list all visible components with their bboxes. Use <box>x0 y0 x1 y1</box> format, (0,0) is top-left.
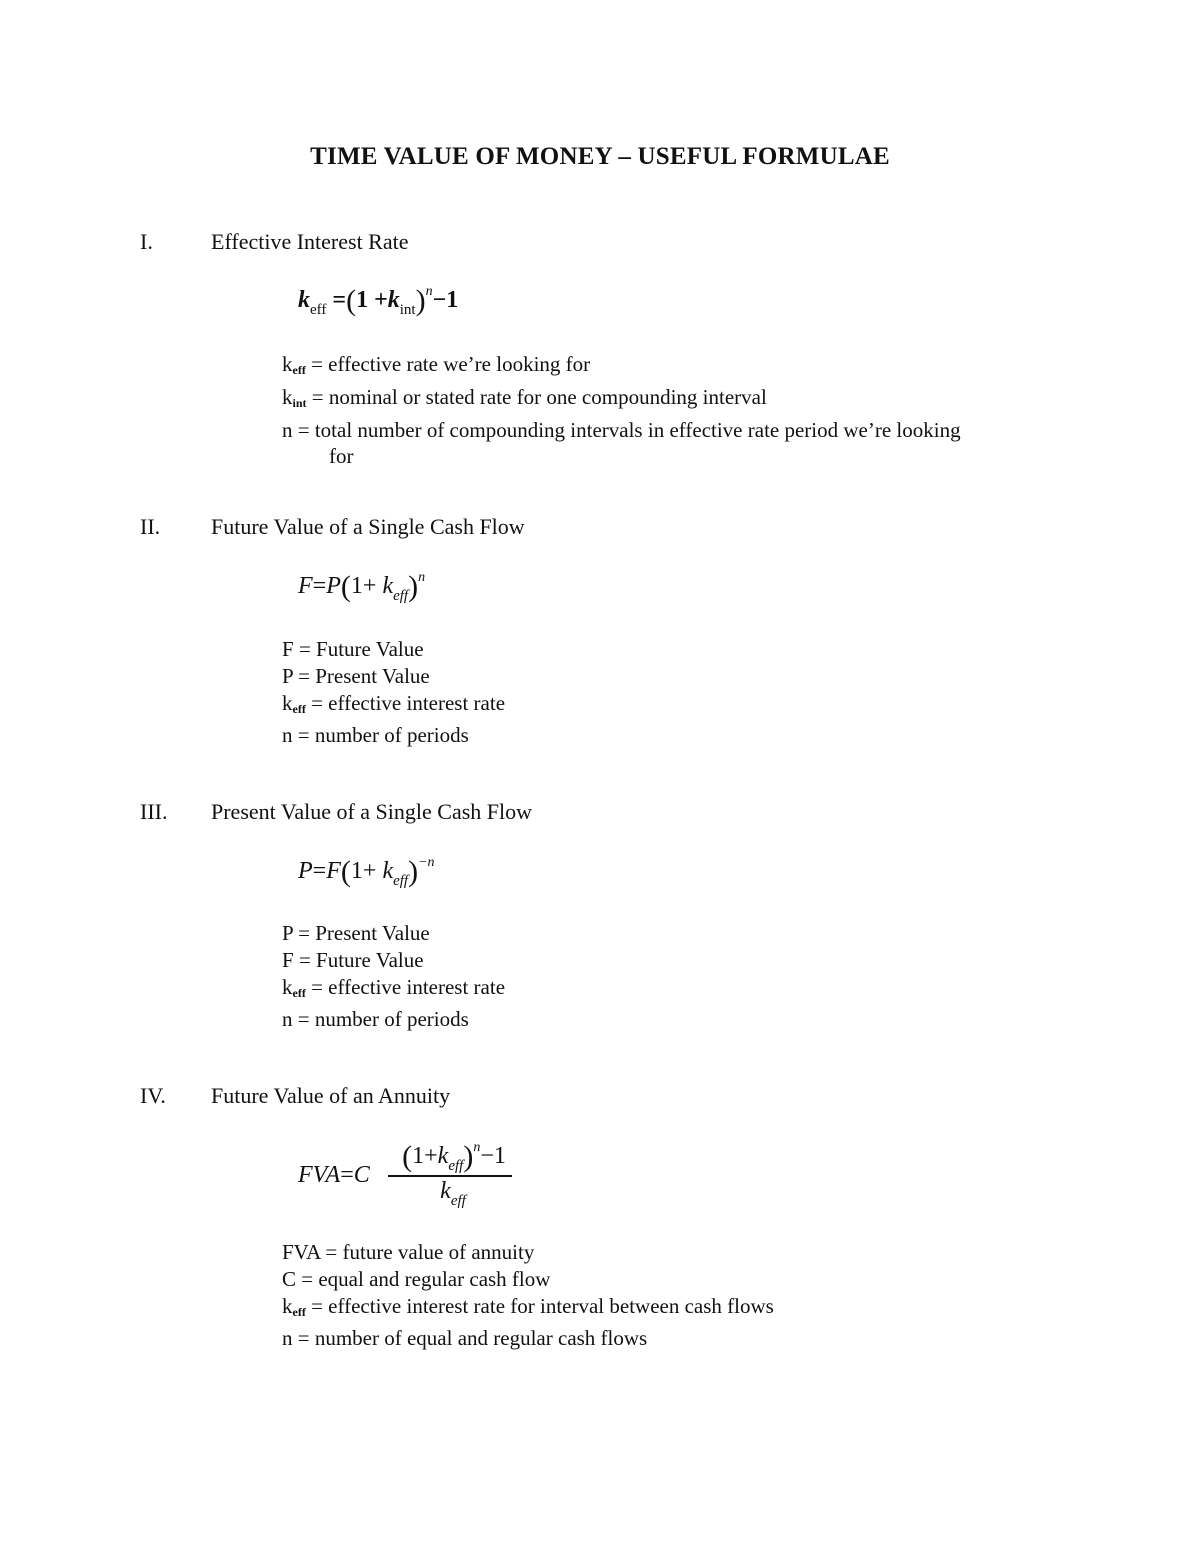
formula-exponent: n <box>473 1140 481 1155</box>
formula-subscript: int <box>399 302 416 318</box>
def-text: = Future Value <box>293 637 424 661</box>
formula-subscript: eff <box>393 588 409 604</box>
def-text: = number of equal and regular cash flows <box>292 1326 648 1351</box>
definition-row <box>282 722 505 749</box>
page-title: TIME VALUE OF MONEY – USEFUL FORMULAE <box>310 143 890 170</box>
def-text: = effective rate we’re looking for <box>305 352 591 376</box>
definition-row <box>282 690 505 723</box>
formula-operator: = <box>340 1162 354 1188</box>
formula-symbol: F <box>326 858 341 884</box>
formula-operator: + <box>374 287 388 313</box>
def-symbol: F <box>282 947 294 972</box>
formula-symbol: k <box>298 287 310 313</box>
definition-row <box>282 974 505 1007</box>
formula-subscript: eff <box>448 1158 464 1174</box>
section-1-numeral: I. <box>140 229 153 254</box>
fraction-bar <box>388 1175 512 1177</box>
formula-paren: ) <box>415 284 426 317</box>
formula-paren: ( <box>340 855 351 888</box>
future-value-formula <box>298 570 425 605</box>
def-symbol: C <box>282 1266 297 1291</box>
definitions-list <box>282 1239 774 1352</box>
def-text: = nominal or stated rate for one compounding interval <box>306 384 767 409</box>
section-3-numeral: III. <box>140 799 168 824</box>
definitions-list <box>282 636 505 749</box>
def-symbol: k <box>282 352 293 376</box>
section-2-heading: Future Value of a Single Cash Flow <box>211 514 525 539</box>
def-text: = effective interest rate <box>305 974 506 999</box>
definition-row <box>282 1006 505 1033</box>
section-1-heading: Effective Interest Rate <box>211 229 409 254</box>
def-text: = Present Value <box>292 663 430 688</box>
definition-row <box>282 1325 774 1352</box>
effective-rate-formula <box>298 284 458 319</box>
def-subscript: eff <box>292 363 306 377</box>
formula-paren: ( <box>346 284 357 317</box>
formula-symbol: P <box>298 858 313 884</box>
formula-exponent: −n <box>418 855 435 870</box>
def-symbol: n <box>282 1326 293 1351</box>
formula-paren: ( <box>340 570 351 603</box>
def-subscript: eff <box>292 985 306 1000</box>
formula-paren: ) <box>408 570 419 603</box>
def-symbol: n <box>282 417 293 442</box>
formula-subscript: eff <box>310 302 327 318</box>
section-3-heading: Present Value of a Single Cash Flow <box>211 799 533 824</box>
formula-exponent: n <box>418 570 426 585</box>
def-symbol: FVA <box>282 1240 321 1264</box>
definitions-list <box>282 920 505 1033</box>
def-subscript: int <box>292 395 307 410</box>
def-text: = equal and regular cash flow <box>296 1266 551 1291</box>
def-text: = number of periods <box>292 723 469 748</box>
def-text: = Future Value <box>293 947 424 972</box>
section-4-heading: Future Value of an Annuity <box>211 1083 451 1108</box>
formula-symbol: k <box>440 1178 451 1204</box>
def-symbol: k <box>282 384 293 409</box>
def-symbol: n <box>282 1007 293 1032</box>
formula-constant: 1+ <box>350 573 377 599</box>
def-text: = total number of compounding intervals in effective rate period we’re looking <box>292 417 961 442</box>
definition-row <box>282 636 505 663</box>
formula-lhs <box>298 1162 370 1189</box>
def-text: = number of periods <box>292 1007 469 1032</box>
section-4-numeral: IV. <box>140 1083 166 1108</box>
formula-paren: ( <box>402 1140 413 1173</box>
definition-row <box>282 1239 774 1266</box>
def-symbol: k <box>282 1293 293 1318</box>
definition-row <box>282 947 505 974</box>
formula-subscript: eff <box>450 1193 466 1209</box>
present-value-formula <box>298 855 435 890</box>
formula-exponent: n <box>425 284 433 299</box>
formula-symbol: P <box>326 573 341 599</box>
def-subscript: eff <box>292 1304 306 1319</box>
formula-symbol: k <box>437 1143 449 1169</box>
definition-row <box>282 663 505 690</box>
formula-symbol: C <box>353 1162 370 1188</box>
formula-symbol: k <box>387 287 400 313</box>
def-symbol: n <box>282 723 293 748</box>
formula-symbol: F <box>298 573 313 599</box>
definition-continuation: for <box>329 444 354 469</box>
definitions-list <box>282 351 961 470</box>
definition-row <box>282 417 961 444</box>
formula-operator: = <box>312 858 327 884</box>
formula-paren: ) <box>408 855 419 888</box>
formula-constant: 1 <box>356 287 369 313</box>
formula-tail: −1 <box>480 1143 506 1169</box>
def-text: = future value of annuity <box>320 1240 535 1264</box>
fraction-denominator <box>388 1178 518 1210</box>
formula-operator: = <box>312 573 327 599</box>
formula-symbol: k <box>382 858 394 884</box>
definition-row <box>282 351 961 384</box>
definition-row <box>282 384 961 417</box>
formula-subscript: eff <box>393 873 409 889</box>
formula-constant: 1+ <box>412 1143 438 1169</box>
definition-row <box>282 1266 774 1293</box>
formula-constant: 1+ <box>350 858 377 884</box>
def-symbol: k <box>282 690 293 715</box>
formula-symbol: FVA <box>298 1162 341 1188</box>
formula-paren: ) <box>463 1140 474 1173</box>
def-symbol: P <box>282 663 293 688</box>
fraction-numerator <box>388 1140 520 1175</box>
definition-row <box>282 1293 774 1326</box>
formula-operator: = <box>332 287 347 313</box>
formula-symbol: k <box>382 573 394 599</box>
def-text: = effective interest rate <box>305 690 506 715</box>
def-symbol: F <box>282 637 294 661</box>
def-text: = effective interest rate for interval between cash flows <box>305 1293 774 1318</box>
section-2-numeral: II. <box>140 514 161 539</box>
def-symbol: k <box>282 974 293 999</box>
def-text: = Present Value <box>292 921 430 945</box>
def-symbol: P <box>282 921 293 945</box>
def-subscript: eff <box>292 701 306 716</box>
formula-tail: −1 <box>432 287 459 313</box>
definition-row <box>282 920 505 947</box>
